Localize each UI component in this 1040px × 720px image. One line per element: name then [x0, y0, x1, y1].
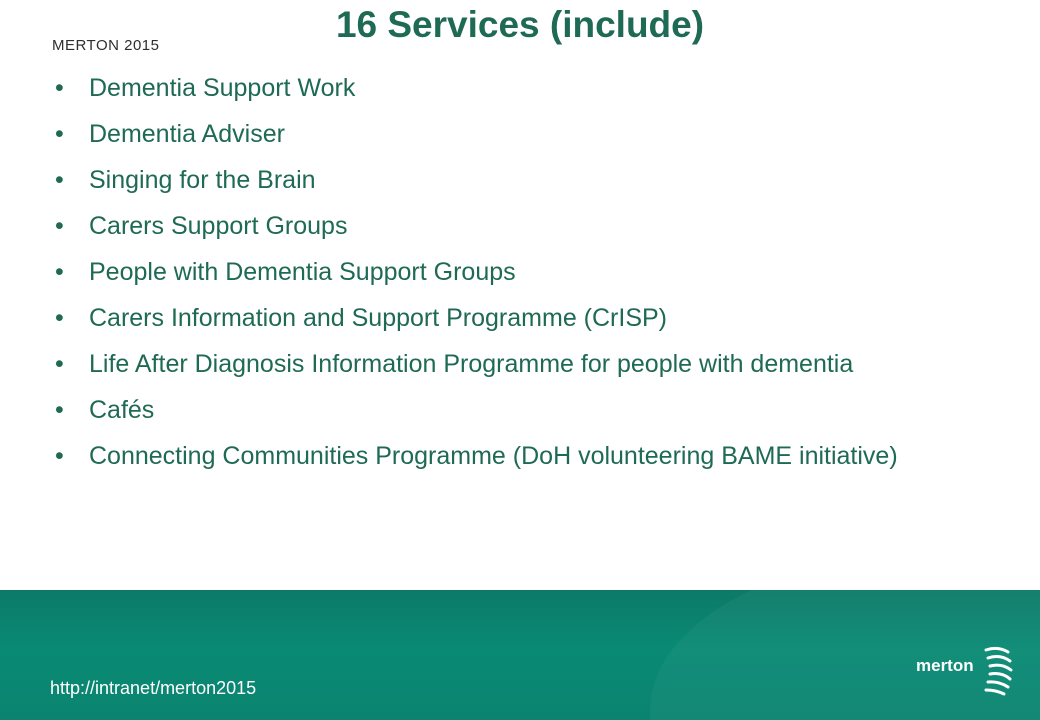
services-list	[55, 72, 955, 486]
list-item-text: Dementia Support Work	[89, 74, 356, 102]
list-item	[55, 210, 955, 242]
bullet-icon: •	[55, 396, 64, 424]
list-item-text: Singing for the Brain	[89, 166, 316, 194]
list-item	[55, 118, 955, 150]
list-item	[55, 72, 955, 104]
list-item	[55, 164, 955, 196]
logo-wordmark: merton	[916, 656, 974, 675]
list-item	[55, 348, 955, 380]
list-item	[55, 302, 955, 334]
list-item-text: Cafés	[89, 396, 155, 424]
list-item-text: Dementia Adviser	[89, 120, 285, 148]
bullet-icon: •	[55, 74, 64, 102]
footer-band	[0, 590, 1040, 720]
bullet-icon: •	[55, 304, 64, 332]
brand-label: MERTON 2015	[52, 37, 160, 54]
bullet-icon: •	[55, 120, 64, 148]
list-item-text: Life After Diagnosis Information Programme for people with dementia	[89, 350, 854, 378]
bullet-icon: •	[55, 442, 64, 470]
list-item	[55, 394, 955, 426]
list-item	[55, 440, 955, 472]
merton-swirl-logo-icon	[982, 644, 1014, 696]
bullet-icon: •	[55, 212, 64, 240]
slide-title: 16 Services (include)	[335, 4, 705, 45]
bullet-icon: •	[55, 350, 64, 378]
list-item-text: Connecting Communities Programme (DoH volunteering BAME initiative)	[89, 442, 898, 470]
footer-url-link[interactable]: http://intranet/merton2015	[50, 678, 257, 698]
bullet-icon: •	[55, 166, 64, 194]
list-item	[55, 256, 955, 288]
list-item-text: People with Dementia Support Groups	[89, 258, 516, 286]
list-item-text: Carers Information and Support Programme (CrISP)	[89, 304, 667, 332]
merton-logo	[916, 640, 1016, 700]
list-item-text: Carers Support Groups	[89, 212, 348, 240]
bullet-icon: •	[55, 258, 64, 286]
